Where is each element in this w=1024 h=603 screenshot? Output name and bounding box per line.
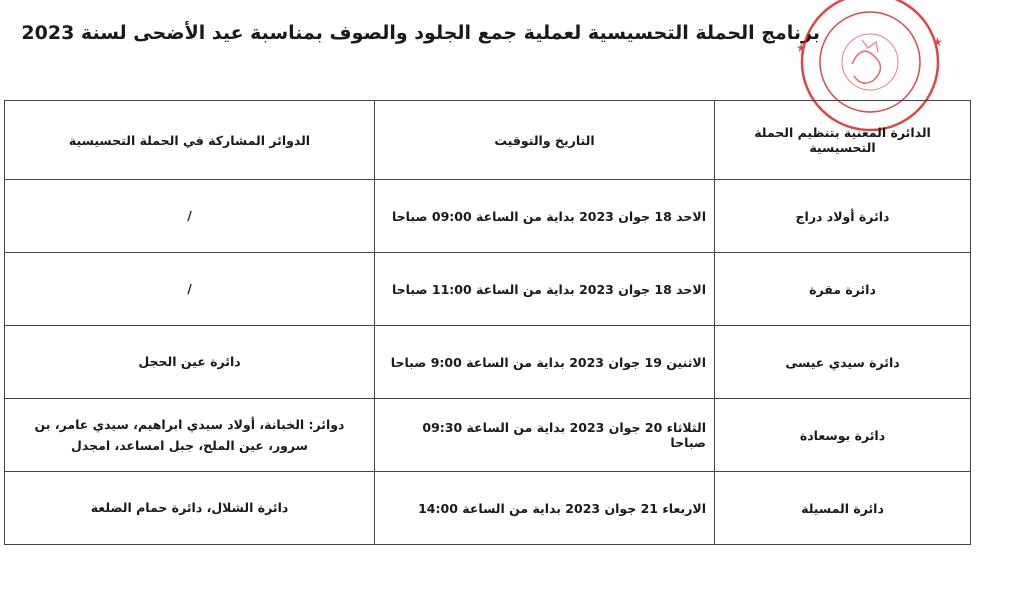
daira-cell: دائرة مقرة [715,253,971,326]
daira-cell: دائرة المسيلة [715,472,971,545]
table-row [5,399,971,472]
svg-text:★: ★ [932,35,943,49]
date-cell: الاحد 18 جوان 2023 بداية من الساعة 11:00 صباحا [375,253,715,326]
header-daira: الدائرة المعنية بتنظيم الحملة التحسيسية [715,101,971,180]
svg-text:★: ★ [796,41,807,55]
participants-cell: / [5,253,375,326]
document-title: برنامج الحملة التحسيسية لعملية جمع الجلود والصوف بمناسبة عيد الأضحى لسنة 2023 [21,22,820,44]
participants-cell: / [5,180,375,253]
table-header-row [5,101,971,180]
participants-cell: دائرة الشلال، دائرة حمام الضلعة [5,472,375,545]
date-cell: الثلاثاء 20 جوان 2023 بداية من الساعة 09:30 صباحا [375,399,715,472]
daira-cell: دائرة سيدي عيسى [715,326,971,399]
table-row [5,472,971,545]
table-row [5,180,971,253]
table-row [5,326,971,399]
daira-cell: دائرة أولاد دراج [715,180,971,253]
participants-cell: دائرة عين الحجل [5,326,375,399]
participants-cell: دوائر: الخبانة، أولاد سيدي ابراهيم، سيدي عامر، بن سرور، عين الملح، جبل امساعد، امجدل [5,399,375,472]
campaign-schedule-table [4,100,971,545]
date-cell: الاربعاء 21 جوان 2023 بداية من الساعة 14:00 [375,472,715,545]
daira-cell: دائرة بوسعادة [715,399,971,472]
date-cell: الاثنين 19 جوان 2023 بداية من الساعة 9:00 صباحا [375,326,715,399]
date-cell: الاحد 18 جوان 2023 بداية من الساعة 09:00 صباحا [375,180,715,253]
header-participants: الدوائر المشاركة في الحملة التحسيسية [5,101,375,180]
header-date-time: التاريخ والتوقيت [375,101,715,180]
table-row [5,253,971,326]
